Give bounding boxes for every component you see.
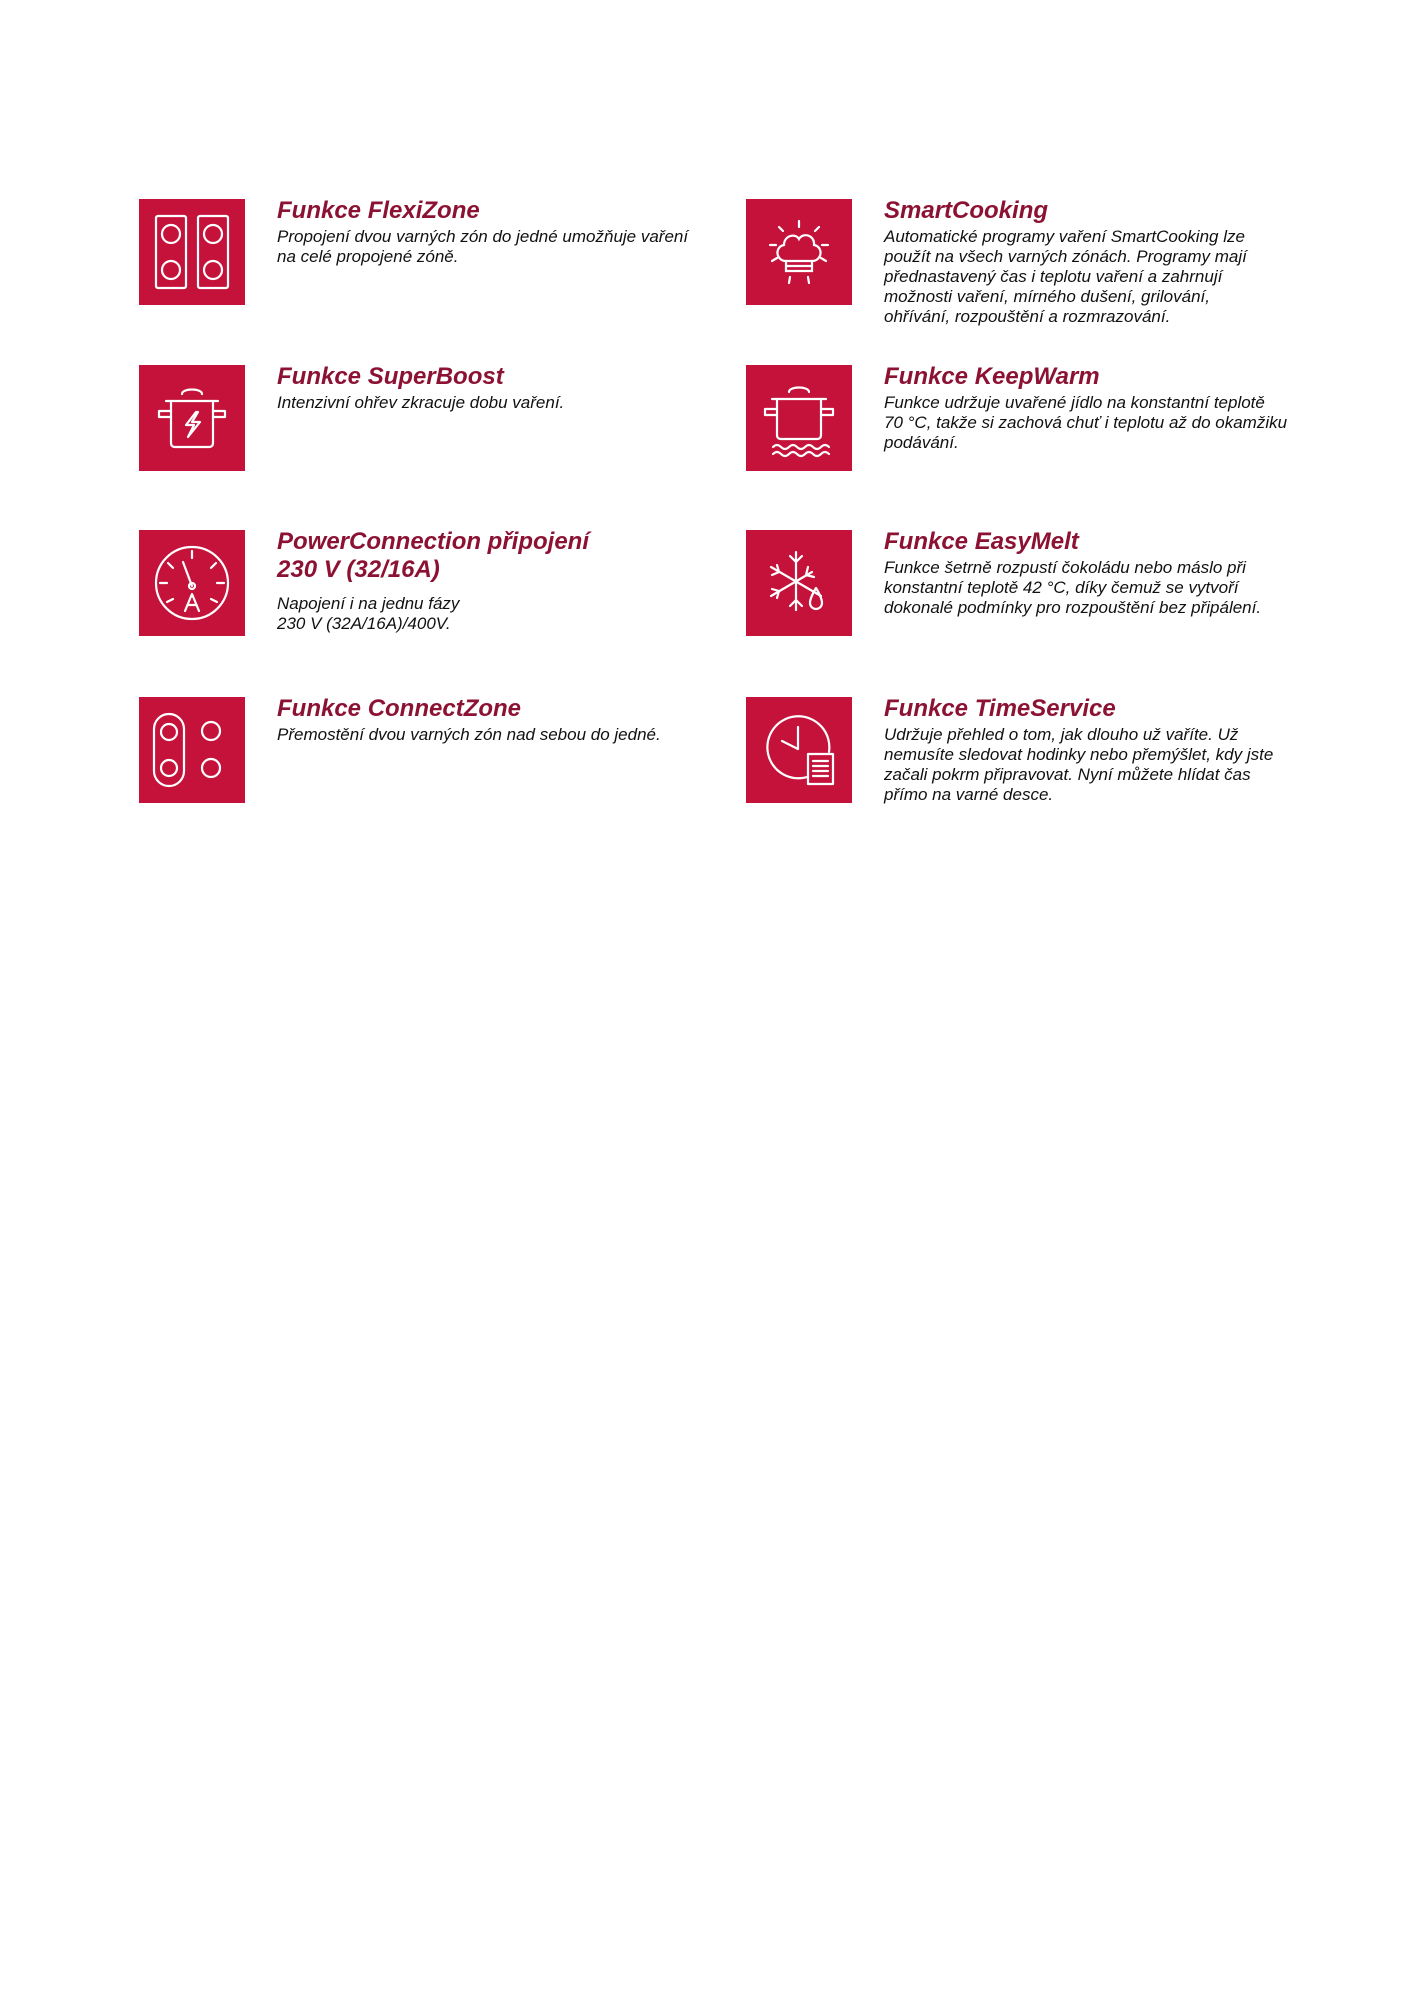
feature-description: Napojení i na jednu fázy 230 V (32A/16A)/400V. [277,594,460,633]
feature-description: Udržuje přehled o tom, jak dlouho už vaříte. Už nemusíte sledovat hodinky nebo přemýšlet, kdy jste začali pokrm připravovat. Nyní můžete hlídat čas přímo na varné desce. [884,725,1274,804]
flexizone-hob-icon [139,199,245,305]
feature-title: SmartCooking [884,197,1049,224]
snowflake-drop-icon [746,530,852,636]
feature-title: Funkce KeepWarm [884,363,1100,390]
feature-title: Funkce FlexiZone [277,197,480,224]
feature-description: Propojení dvou varných zón do jedné umožňuje vaření na celé propojené zóně. [277,227,689,266]
feature-title: Funkce ConnectZone [277,695,522,722]
ammeter-gauge-icon [139,530,245,636]
feature-description: Automatické programy vaření SmartCooking lze použít na všech varných zónách. Programy mají přednastavený čas i teplotu vaření a zahrnují možnosti vaření, mírného dušení, grilování, ohřívání, rozpouštění a rozmrazování. [884,227,1247,326]
feature-title: Funkce EasyMelt [884,528,1079,555]
pot-warm-icon [746,365,852,471]
feature-description: Funkce šetrně rozpustí čokoládu nebo máslo při konstantní teplotě 42 °C, díky čemuž se vytvoří dokonalé podmínky pro rozpouštění bez připálení. [884,558,1262,617]
pot-lightning-icon [139,365,245,471]
feature-description: Funkce udržuje uvařené jídlo na konstantní teplotě 70 °C, takže si zachová chuť i teplotu až do okamžiku podávání. [884,393,1288,452]
feature-title: PowerConnection připojení 230 V (32/16A) [277,528,590,583]
feature-description: Přemostění dvou varných zón nad sebou do jedné. [277,725,661,744]
clock-list-icon [746,697,852,803]
feature-description: Intenzivní ohřev zkracuje dobu vaření. [277,393,565,412]
feature-title: Funkce TimeService [884,695,1116,722]
chef-hat-icon [746,199,852,305]
connectzone-hob-icon [139,697,245,803]
feature-title: Funkce SuperBoost [277,363,504,390]
